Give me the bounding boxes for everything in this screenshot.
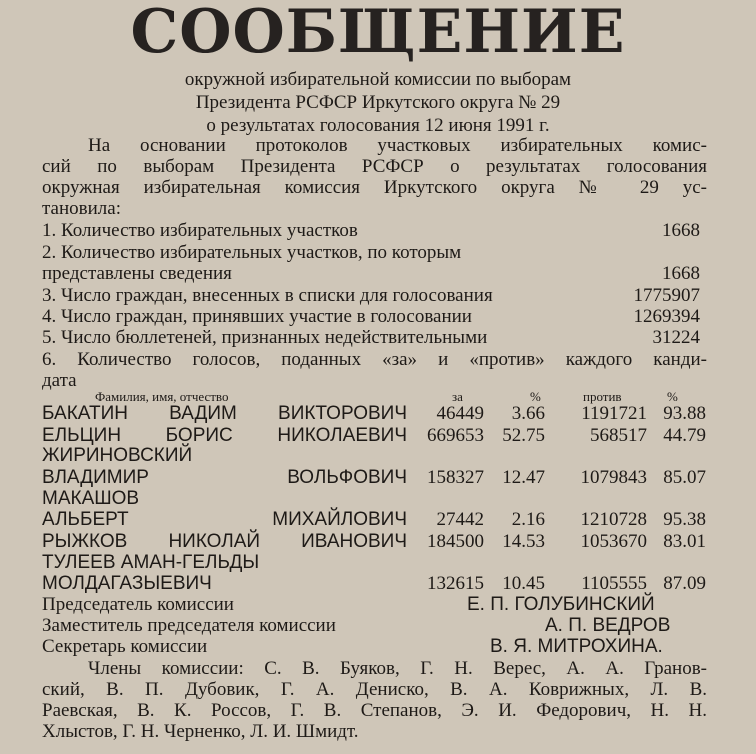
column-header-against-pct: % <box>667 389 678 404</box>
candidate-against-pct: 87.09 <box>663 573 706 594</box>
candidate-against: 1210728 <box>580 509 647 530</box>
item-3-label: 3. Число граждан, внесенных в списки для голосования <box>42 285 493 306</box>
candidate-name: МАКАШОВ <box>42 488 140 509</box>
intro-line-4: тановила: <box>42 198 121 219</box>
subtitle-line-2: Президента РСФСР Иркутского округа № 29 <box>195 92 561 113</box>
item-4-label: 4. Число граждан, принявших участие в голосовании <box>42 306 472 327</box>
column-header-against: против <box>583 389 622 404</box>
members-line-2: ский, В. П. Дубовик, Г. А. Дениско, В. А. Коврижных, Л. В. <box>42 679 707 700</box>
item-1-label: 1. Количество избирательных участков <box>42 220 358 241</box>
candidate-for: 27442 <box>436 509 484 530</box>
signature-name: Е. П. ГОЛУБИНСКИЙ <box>467 594 655 615</box>
column-header-for-pct: % <box>530 389 541 404</box>
item-2-label-cont: представлены сведения <box>42 263 232 284</box>
candidate-name-cont: МОЛДАГАЗЫЕВИЧ <box>42 573 212 594</box>
column-header-name: Фамилия, имя, отчество <box>95 389 229 404</box>
candidate-for-pct: 3.66 <box>511 403 545 424</box>
item-5-label: 5. Число бюллетеней, признанных недействительными <box>42 327 488 348</box>
item-4-value: 1269394 <box>633 306 700 327</box>
candidate-for: 132615 <box>427 573 484 594</box>
signature-role: Заместитель председателя комиссии <box>42 615 336 636</box>
candidate-for-pct: 12.47 <box>502 467 545 488</box>
candidate-against: 568517 <box>590 425 647 446</box>
candidate-for-pct: 2.16 <box>511 509 545 530</box>
candidate-name-cont: АЛЬБЕРТ МИХАЙЛОВИЧ <box>42 509 407 530</box>
subtitle-line-3: о результатах голосования 12 июня 1991 г. <box>206 115 550 136</box>
item-2-value: 1668 <box>662 263 700 284</box>
item-5-value: 31224 <box>652 327 700 348</box>
intro-line-3: окружная избирательная комиссия Иркутского округа № 29 ус- <box>42 177 707 198</box>
candidate-against-pct: 85.07 <box>663 467 706 488</box>
candidate-against: 1053670 <box>580 531 647 552</box>
item-3-value: 1775907 <box>633 285 700 306</box>
candidate-against: 1105555 <box>581 573 647 594</box>
candidate-for-pct: 14.53 <box>502 531 545 552</box>
members-line-3: Раевская, В. К. Россов, Г. В. Степанов, Э. И. Федорович, Н. Н. <box>42 700 707 721</box>
item-6-label: 6. Количество голосов, поданных «за» и «против» каждого канди- <box>42 349 707 370</box>
intro-line-2: сий по выборам Президента РСФСР о результатах голосования <box>42 156 707 177</box>
signature-role: Секретарь комиссии <box>42 636 208 657</box>
item-6-label-cont: дата <box>42 370 77 391</box>
candidate-name: РЫЖКОВ НИКОЛАЙ ИВАНОВИЧ <box>42 531 407 552</box>
candidate-for-pct: 52.75 <box>502 425 545 446</box>
candidate-for: 669653 <box>427 425 484 446</box>
candidate-against-pct: 93.88 <box>663 403 706 424</box>
candidate-for: 184500 <box>427 531 484 552</box>
column-header-for: за <box>452 389 463 404</box>
candidate-for: 46449 <box>436 403 484 424</box>
page-title: СООБЩЕНИЕ <box>130 0 626 67</box>
signature-name: А. П. ВЕДРОВ <box>545 615 671 636</box>
signature-role: Председатель комиссии <box>42 594 234 615</box>
candidate-name: ТУЛЕЕВ АМАН-ГЕЛЬДЫ <box>42 552 260 573</box>
item-1-value: 1668 <box>662 220 700 241</box>
candidate-against: 1079843 <box>580 467 647 488</box>
members-line-4: Хлыстов, Г. Н. Черненко, Л. И. Шмидт. <box>42 721 359 742</box>
signature-name: В. Я. МИТРОХИНА. <box>490 636 663 657</box>
members-line-1: Члены комиссии: С. В. Буяков, Г. Н. Верес, А. А. Гранов- <box>88 658 707 679</box>
candidate-for: 158327 <box>427 467 484 488</box>
candidate-name: ЖИРИНОВСКИЙ <box>42 445 193 466</box>
candidate-name-cont: ВЛАДИМИР ВОЛЬФОВИЧ <box>42 467 407 488</box>
item-2-label: 2. Количество избирательных участков, по которым <box>42 242 462 263</box>
candidate-against-pct: 44.79 <box>663 425 706 446</box>
candidate-name: ЕЛЬЦИН БОРИС НИКОЛАЕВИЧ <box>42 425 407 446</box>
candidate-against-pct: 83.01 <box>663 531 706 552</box>
candidate-name: БАКАТИН ВАДИМ ВИКТОРОВИЧ <box>42 403 407 424</box>
candidate-against: 1191721 <box>581 403 647 424</box>
candidate-for-pct: 10.45 <box>502 573 545 594</box>
intro-line-1: На основании протоколов участковых избирательных комис- <box>88 135 707 156</box>
candidate-against-pct: 95.38 <box>663 509 706 530</box>
subtitle-line-1: окружной избирательной комиссии по выборам <box>184 69 572 90</box>
